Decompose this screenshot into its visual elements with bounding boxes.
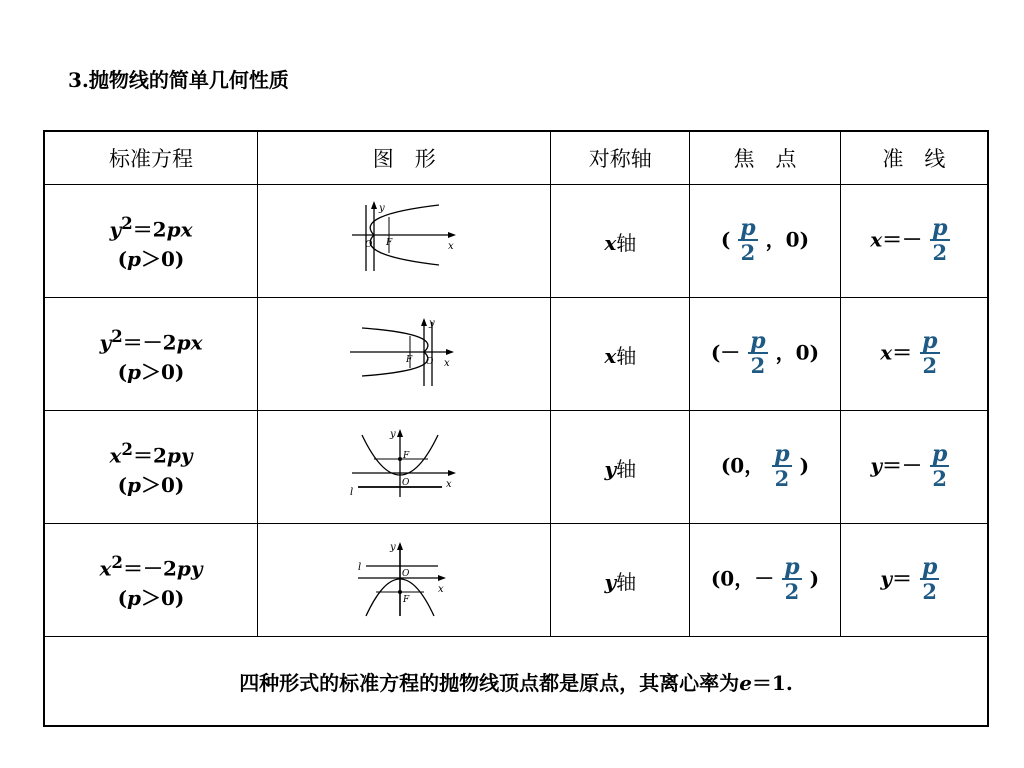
dir-var: x: [880, 340, 893, 365]
parabola-left-graph: [344, 312, 464, 392]
parabola-right-graph: [344, 199, 464, 279]
footer-value: ＝1.: [751, 670, 793, 695]
y-arrow: [397, 542, 403, 550]
cond-open: (: [117, 586, 128, 611]
axis-cell: [551, 185, 690, 298]
parabola-up-graph: [344, 425, 464, 505]
focus-cell: [690, 298, 841, 411]
label-o: O: [426, 356, 434, 367]
footer-note: [44, 637, 988, 727]
eq-var: py: [176, 556, 203, 581]
eq-exp: 2: [121, 212, 133, 233]
focus-pre: (: [720, 227, 731, 252]
x-arrow: [438, 575, 446, 581]
eq-lhs: y: [99, 330, 112, 355]
axis-label: 轴: [616, 456, 637, 481]
dir-var: y: [870, 453, 882, 478]
header-axis: 对称轴: [551, 131, 690, 185]
label-f: F: [403, 594, 410, 605]
fraction-p-over-2: $\frac{p}{2}$: [774, 441, 790, 491]
label-x: x: [438, 583, 444, 595]
axis-label: 轴: [616, 230, 637, 255]
directrix-cell: [840, 524, 988, 637]
axis-cell: [551, 298, 690, 411]
graph-cell: [257, 524, 550, 637]
cond-rest: ＞0): [141, 360, 185, 385]
label-y: y: [379, 202, 385, 214]
cond-rest: ＞0): [141, 586, 185, 611]
equation-cell: [44, 411, 257, 524]
label-l: l: [350, 486, 354, 498]
cond-open: (: [117, 247, 128, 272]
footer-row: [44, 637, 988, 727]
equation-cell: [44, 524, 257, 637]
eq-var: px: [166, 217, 193, 242]
label-x: x: [448, 240, 454, 252]
focus-post: ，0): [775, 340, 820, 365]
eq-rhs: ＝2: [132, 217, 167, 242]
fraction-p-over-2: $\frac{p}{2}$: [740, 215, 756, 265]
eq-lhs: x: [109, 443, 122, 468]
header-directrix: 准 线: [840, 131, 988, 185]
eq-exp: 2: [121, 438, 133, 459]
focus-cell: [690, 411, 841, 524]
y-arrow: [397, 429, 403, 437]
eq-rhs: ＝2: [132, 443, 167, 468]
fraction-p-over-2: $\frac{p}{2}$: [932, 441, 948, 491]
label-f: F: [386, 237, 393, 248]
label-o: O: [365, 239, 373, 250]
label-o: O: [402, 568, 410, 579]
header-focus: 焦 点: [690, 131, 841, 185]
directrix-cell: [840, 411, 988, 524]
y-arrow: [421, 318, 427, 326]
focus-cell: [690, 524, 841, 637]
label-l: l: [358, 561, 362, 573]
label-x: x: [444, 357, 450, 369]
fraction-p-over-2: $\frac{p}{2}$: [922, 554, 938, 604]
equation-cell: [44, 298, 257, 411]
eq-lhs: x: [99, 556, 112, 581]
fraction-p-over-2: $\frac{p}{2}$: [922, 328, 938, 378]
axis-label: 轴: [616, 343, 637, 368]
cond-open: (: [117, 360, 128, 385]
cond-var: p: [127, 473, 142, 498]
label-y: y: [390, 428, 396, 440]
label-x: x: [446, 478, 452, 490]
axis-var: y: [604, 569, 617, 594]
parabola-properties-table: [43, 130, 989, 727]
eq-var: py: [166, 443, 193, 468]
header-equation: 标准方程: [44, 131, 257, 185]
eq-rhs: ＝－2: [122, 556, 177, 581]
axis-var: x: [604, 230, 617, 255]
focus-pre: (0，: [720, 453, 765, 478]
label-y: y: [390, 541, 396, 553]
graph-cell: [257, 411, 550, 524]
dir-op: ＝－: [882, 453, 922, 478]
focus-point: [398, 590, 402, 594]
focus-cell: [690, 185, 841, 298]
header-row: [44, 131, 988, 185]
dir-var: y: [880, 566, 892, 591]
eq-var: px: [176, 330, 203, 355]
y-arrow: [371, 201, 377, 209]
label-f: F: [406, 354, 413, 365]
axis-var: x: [604, 343, 617, 368]
directrix-cell: [840, 185, 988, 298]
x-arrow: [446, 349, 454, 355]
focus-pre: (－: [710, 340, 741, 365]
section-title: 3.抛物线的简单几何性质: [68, 68, 289, 92]
focus-post: ): [809, 566, 820, 591]
parabola-down-graph: [344, 538, 464, 618]
table-row: [44, 411, 988, 524]
graph-cell: [257, 298, 550, 411]
equation-cell: [44, 185, 257, 298]
focus-post: ，0): [765, 227, 810, 252]
table-row: [44, 524, 988, 637]
cond-rest: ＞0): [141, 247, 185, 272]
axis-var: y: [604, 456, 617, 481]
x-arrow: [448, 470, 456, 476]
dir-var: x: [870, 227, 883, 252]
dir-op: ＝: [892, 566, 912, 591]
dir-op: ＝: [892, 340, 913, 365]
eq-exp: 2: [111, 551, 123, 572]
table-row: [44, 298, 988, 411]
eq-lhs: y: [109, 217, 122, 242]
focus-post: ): [799, 453, 810, 478]
label-o: O: [402, 477, 410, 488]
eq-exp: 2: [111, 325, 123, 346]
cond-var: p: [127, 586, 142, 611]
header-graph: 图 形: [257, 131, 550, 185]
fraction-p-over-2: $\frac{p}{2}$: [750, 328, 766, 378]
label-y: y: [429, 317, 435, 329]
axis-cell: [551, 411, 690, 524]
fraction-p-over-2: $\frac{p}{2}$: [784, 554, 800, 604]
cond-var: p: [127, 360, 142, 385]
dir-op: ＝－: [882, 227, 923, 252]
label-f: F: [403, 450, 410, 461]
graph-cell: [257, 185, 550, 298]
table-row: [44, 185, 988, 298]
cond-open: (: [117, 473, 128, 498]
eq-rhs: ＝－2: [122, 330, 177, 355]
axis-label: 轴: [616, 569, 637, 594]
cond-var: p: [127, 247, 142, 272]
fraction-p-over-2: $\frac{p}{2}$: [932, 215, 948, 265]
cond-rest: ＞0): [141, 473, 185, 498]
footer-text: 四种形式的标准方程的抛物线顶点都是原点，其离心率为: [239, 670, 740, 695]
x-arrow: [448, 232, 456, 238]
focus-point: [398, 457, 402, 461]
focus-pre: (0，－: [710, 566, 775, 591]
axis-cell: [551, 524, 690, 637]
footer-var: e: [739, 670, 752, 695]
directrix-cell: [840, 298, 988, 411]
